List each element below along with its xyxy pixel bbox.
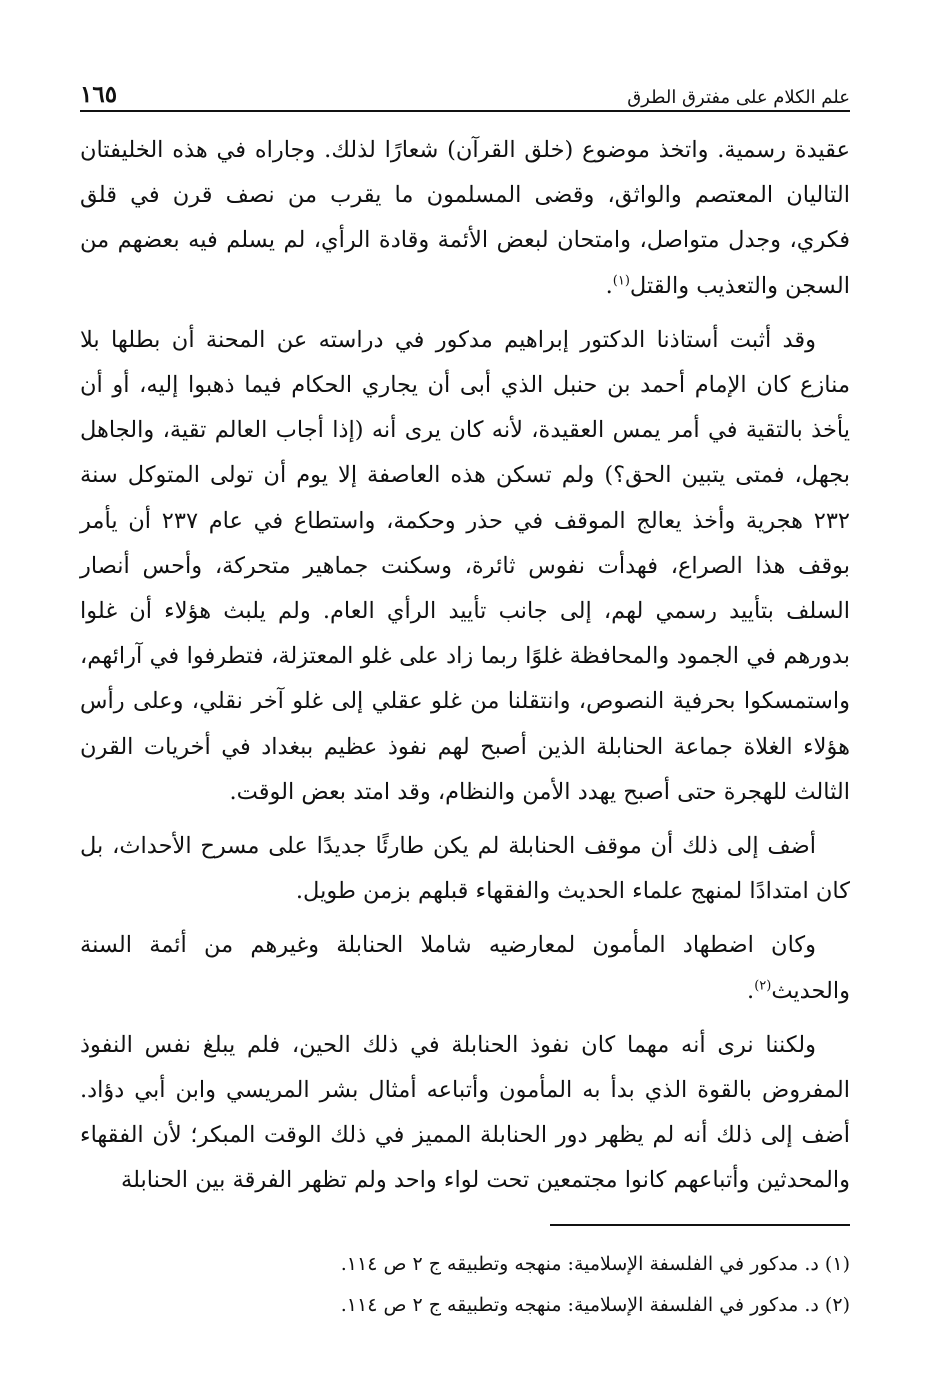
body-text bbox=[80, 128, 850, 1213]
footnote-1: (١) د. مدكور في الفلسفة الإسلامية: منهجه وتطبيقه ج ٢ ص ١١٤. bbox=[340, 1253, 850, 1275]
paragraph-4-text: وكان اضطهاد المأمون لمعارضيه شاملا الحنابلة وغيرهم من أئمة السنة والحديث bbox=[80, 932, 850, 1004]
paragraph-4-tail: . bbox=[747, 977, 755, 1004]
running-title: علم الكلام على مفترق الطرق bbox=[627, 87, 850, 108]
paragraph-2 bbox=[80, 318, 850, 815]
footnote-rule bbox=[550, 1224, 850, 1226]
paragraph-5 bbox=[80, 1023, 850, 1204]
footnotes bbox=[80, 1244, 850, 1326]
footnote-ref-1: (١) bbox=[612, 273, 630, 289]
header-rule bbox=[80, 110, 850, 112]
paragraph-1-text: عقيدة رسمية. واتخذ موضوع (خلق القرآن) شعارًا لذلك. وجاراه في هذه الخليفتان التاليان المعتصم والواثق، وقضى المسلمون ما يقرب من نصف قرن في قلق فكري، وجدل متواصل، وامتحان لبعض الأئمة وقادة الرأي، لم يسلم فيه بعضهم من السجن والتعذيب والقتل bbox=[80, 137, 850, 299]
paragraph-3-text: أضف إلى ذلك أن موقف الحنابلة لم يكن طارئًا جديدًا على مسرح الأحداث، بل كان امتدادًا لمنهج علماء الحديث والفقهاء قبلهم بزمن طويل. bbox=[80, 833, 850, 905]
paragraph-1-tail: . bbox=[605, 272, 613, 299]
paragraph-1 bbox=[80, 128, 850, 309]
footnote-2: (٢) د. مدكور في الفلسفة الإسلامية: منهجه وتطبيقه ج ٢ ص ١١٤. bbox=[340, 1294, 850, 1316]
paragraph-4 bbox=[80, 923, 850, 1013]
page-number: ١٦٥ bbox=[80, 81, 118, 108]
footnote-ref-2: (٢) bbox=[754, 978, 772, 994]
paragraph-3 bbox=[80, 824, 850, 914]
paragraph-5-text: ولكننا نرى أنه مهما كان نفوذ الحنابلة في ذلك الحين، فلم يبلغ نفس النفوذ المفروض بالقوة الذي بدأ به المأمون وأتباعه أمثال بشر المريسي وابن أبي دؤاد. أضف إلى ذلك أنه لم يظهر دور الحنابلة المميز في ذلك الوقت المبكر؛ لأن الفقهاء والمحدثين وأتباعهم كانوا مجتمعين تحت لواء واحد ولم تظهر الفرقة بين الحنابلة bbox=[80, 1031, 850, 1194]
page-header bbox=[80, 78, 850, 108]
paragraph-2-text: وقد أثبت أستاذنا الدكتور إبراهيم مدكور في دراسته عن المحنة أن بطلها بلا منازع كان الإمام أحمد بن حنبل الذي أبى أن يجاري الحكام فيما ذهبوا إليه، أو أن يأخذ بالتقية في أمر يمس العقيدة، لأنه كان يرى أنه (إذا أجاب العالم تقية، والجاهل بجهل، فمتى يتبين الحق؟) ولم تسكن هذه العاصفة إلا يوم أن تولى المتوكل سنة ٢٣٢ هجرية وأخذ يعالج الموقف في حذر وحكمة، واستطاع في عام ٢٣٧ أن يأمر بوقف هذا الصراع، فهدأت نفوس ثائرة، وسكنت جماهير متحركة، وأحس أنصار السلف بتأييد رسمي لهم، إلى جانب تأييد الرأي العام. ولم يلبث هؤلاء أن غلوا بدورهم في الجمود والمحافظة غلوًا ربما زاد على غلو المعتزلة، فتطرفوا في آرائهم، واستمسكوا بحرفية النصوص، وانتقلنا من غلو عقلي إلى غلو آخر نقلي، وعلى رأس هؤلاء الغلاة جماعة الحنابلة الذين أصبح لهم نفوذ عظيم ببغداد في أخريات القرن الثالث للهجرة حتى أصبح يهدد الأمن والنظام، وقد امتد بعض الوقت. bbox=[80, 326, 850, 805]
